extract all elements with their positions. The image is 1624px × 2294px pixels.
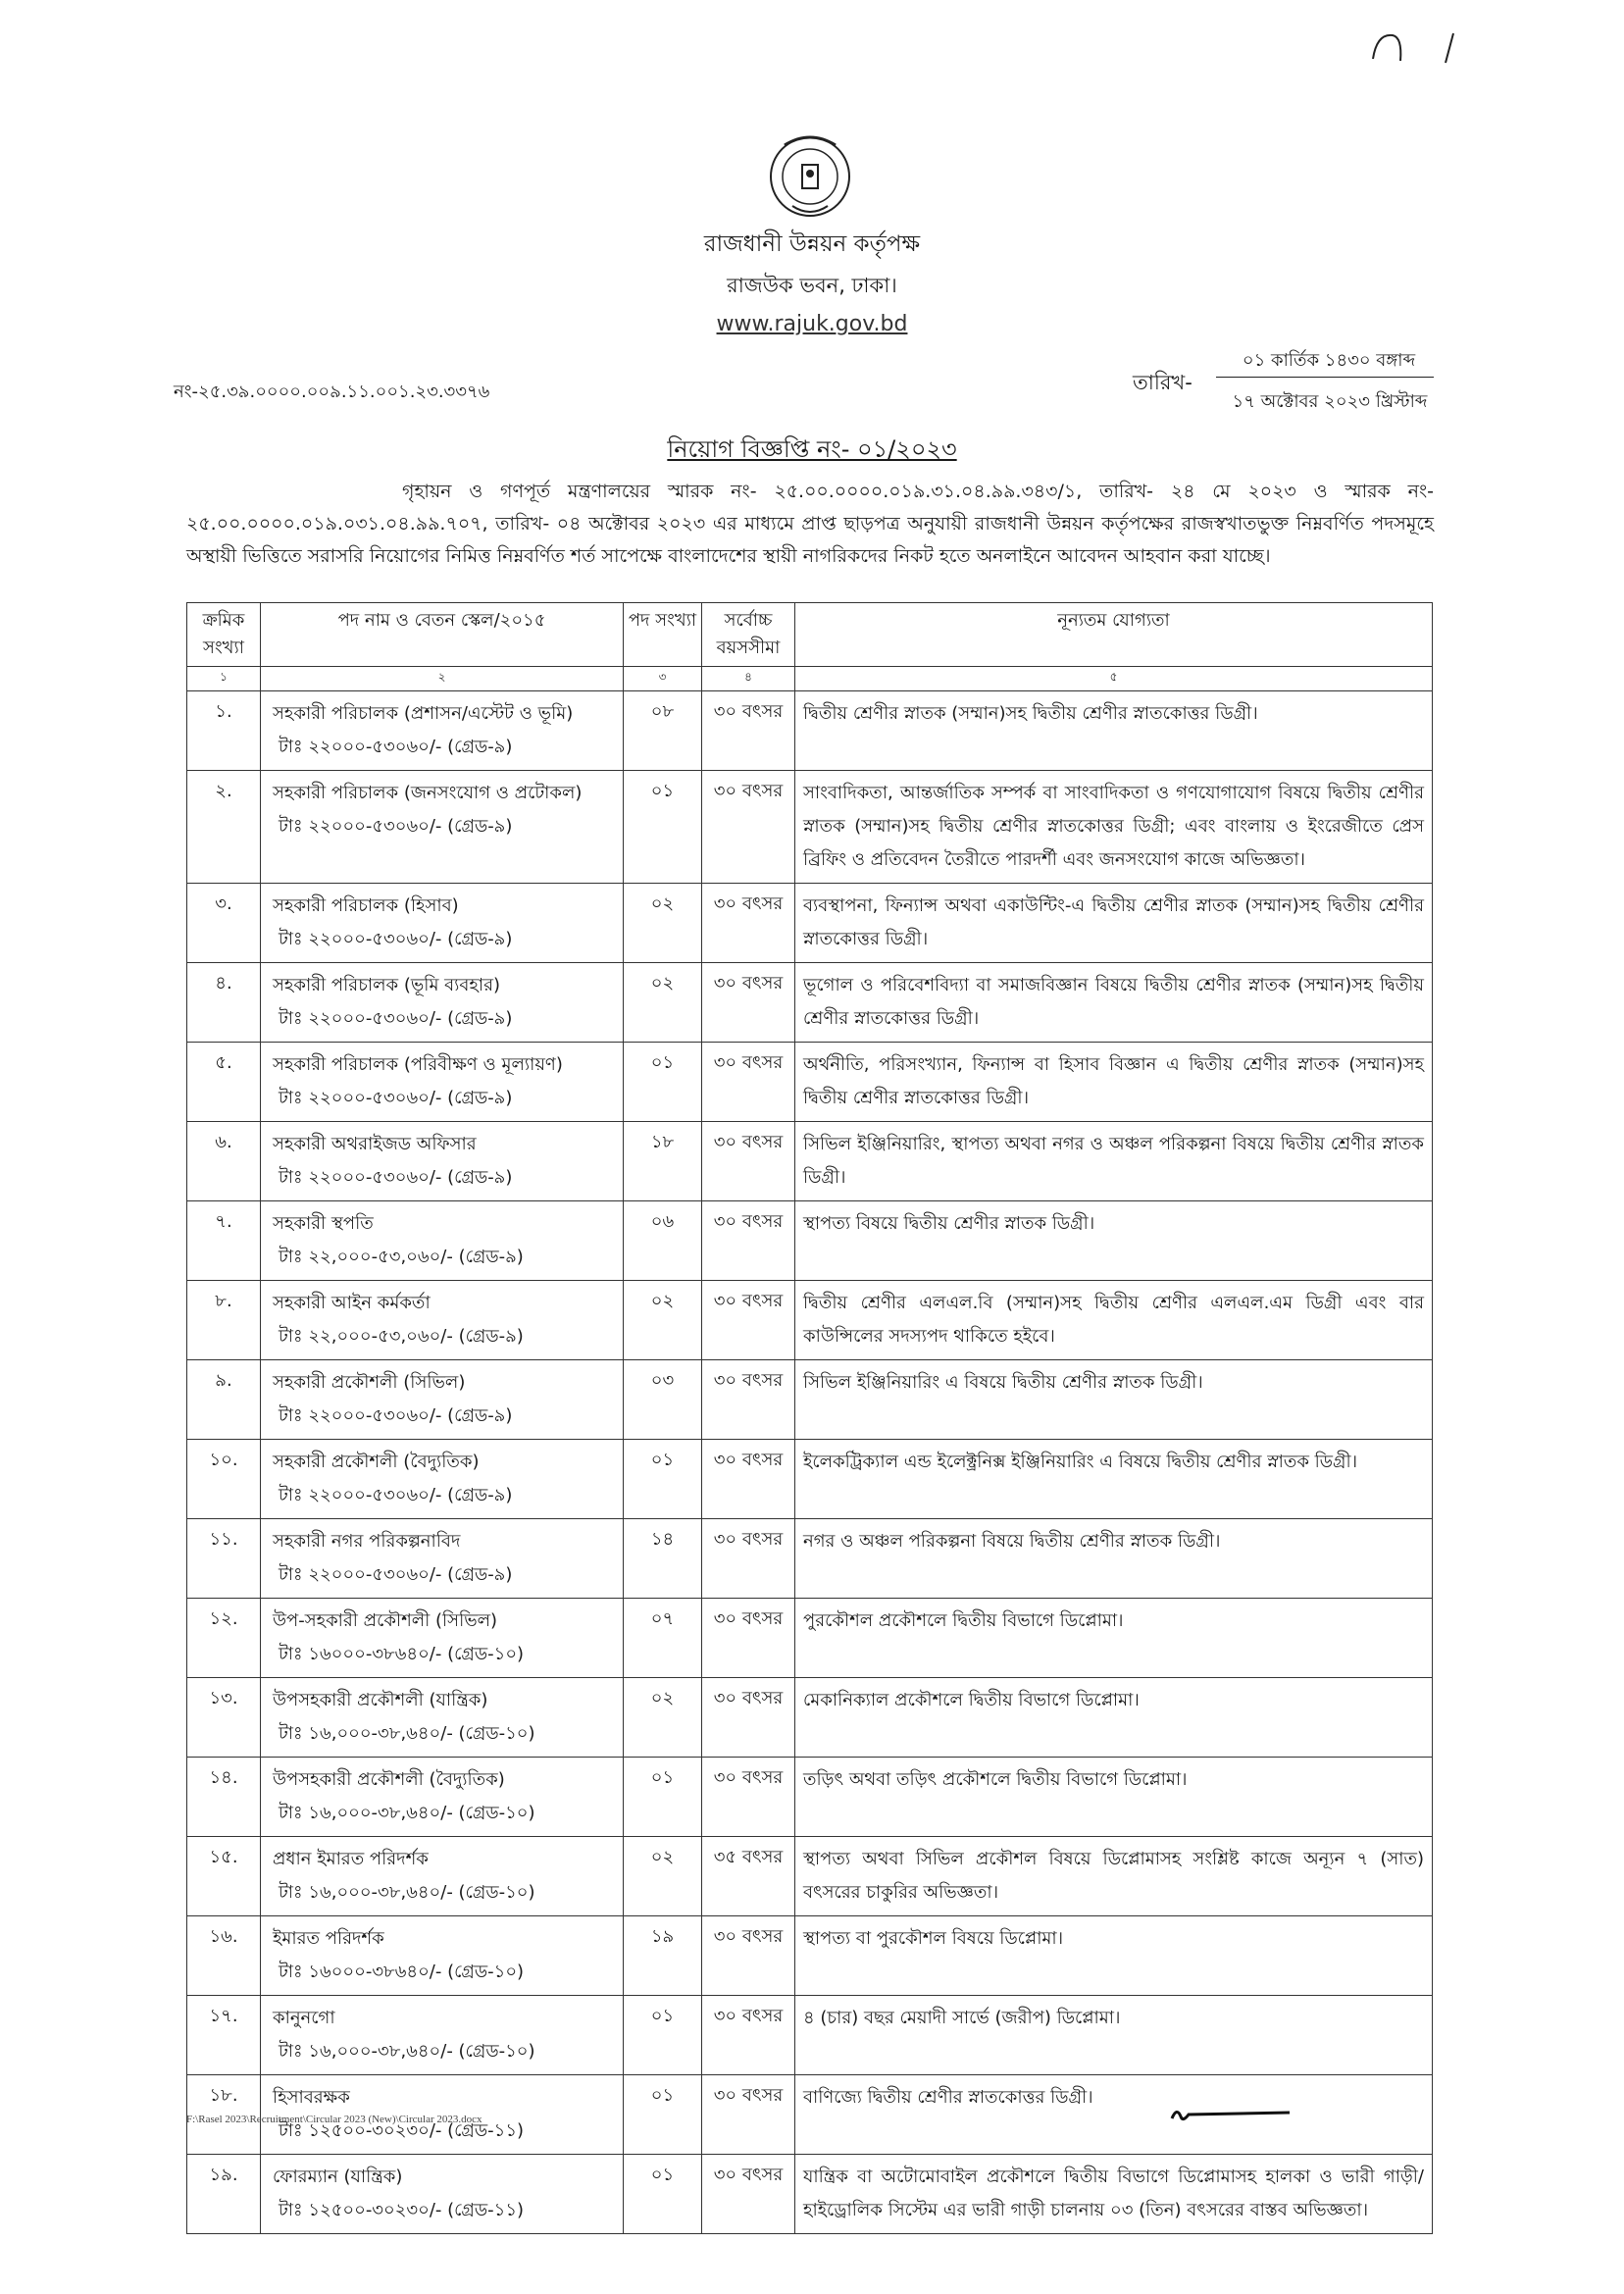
row-post-count: ০২ [624,884,702,963]
row-serial: ৩. [187,884,261,963]
row-post-name: সহকারী প্রকৌশলী (সিভিল) [273,1372,466,1393]
table-row [187,1122,1433,1201]
row-qualification: দ্বিতীয় শ্রেণীর এলএল.বি (সম্মান)সহ দ্বিতীয় শ্রেণীর এলএল.এম ডিগ্রী এবং বার কাউন্সিলের সদস্যপদ থাকিতে হইবে। [795,1281,1433,1360]
col-number: ২ [261,667,624,691]
row-qualification: পুরকৌশল প্রকৌশলে দ্বিতীয় বিভাগে ডিপ্লোমা। [795,1599,1433,1678]
row-age-limit: ৩০ বৎসর [702,1201,795,1281]
table-column-number-row [187,667,1433,691]
row-post-count: ১৯ [624,1916,702,1996]
header-count: পদ সংখ্যা [624,603,702,667]
row-post-count: ০১ [624,1996,702,2075]
row-age-limit: ৩০ বৎসর [702,1440,795,1519]
date-label: তারিখ- [1133,371,1193,394]
row-post-cell [261,1043,624,1122]
row-post-cell [261,963,624,1043]
row-post-cell [261,1599,624,1678]
table-row [187,1678,1433,1758]
row-post-count: ০২ [624,1281,702,1360]
row-post-name: ফোরম্যান (যান্ত্রিক) [273,2167,403,2187]
date-bangla: ০১ কার্তিক ১৪৩০ বঙ্গাব্দ [1242,350,1416,371]
row-age-limit: ৩০ বৎসর [702,884,795,963]
row-qualification: সিভিল ইঞ্জিনিয়ারিং এ বিষয়ে দ্বিতীয় শ্রেণীর স্নাতক ডিগ্রী। [795,1360,1433,1440]
row-serial: ৪. [187,963,261,1043]
row-post-name: সহকারী পরিচালক (প্রশাসন/এস্টেট ও ভূমি) [273,703,574,724]
row-age-limit: ৩০ বৎসর [702,1599,795,1678]
row-post-cell [261,1201,624,1281]
table-row [187,1599,1433,1678]
table-row [187,1758,1433,1837]
row-pay-scale: টাঃ ২২,০০০-৫৩,০৬০/- (গ্রেড-৯) [279,1247,524,1267]
row-pay-scale: টাঃ ২২০০০-৫৩০৬০/- (গ্রেড-৯) [279,929,513,949]
row-post-count: ০১ [624,1440,702,1519]
row-post-name: ইমারত পরিদর্শক [273,1928,384,1949]
row-post-count: ০১ [624,2075,702,2155]
organization-name: রাজধানী উন্নয়ন কর্তৃপক্ষ [703,231,921,257]
row-qualification: স্থাপত্য অথবা সিভিল প্রকৌশল বিষয়ে ডিপ্লোমাসহ সংশ্লিষ্ট কাজে অন্যূন ৭ (সাত) বৎসরের চাকুরির অভিজ্ঞতা। [795,1837,1433,1916]
row-qualification: ৪ (চার) বছর মেয়াদী সার্ভে (জরীপ) ডিপ্লোমা। [795,1996,1433,2075]
table-header-row [187,603,1433,667]
table-row [187,1043,1433,1122]
table-row [187,2155,1433,2234]
notice-title [0,432,1624,471]
row-post-count: ০২ [624,1678,702,1758]
table-row [187,1916,1433,1996]
row-post-cell [261,771,624,884]
row-pay-scale: টাঃ ১৬০০০-৩৮৬৪০/- (গ্রেড-১০) [279,1644,525,1664]
row-age-limit: ৩৫ বৎসর [702,1837,795,1916]
row-post-name: সহকারী প্রকৌশলী (বৈদ্যুতিক) [273,1452,480,1472]
row-post-name: সহকারী পরিচালক (হিসাব) [273,895,459,916]
table-row [187,1996,1433,2075]
row-qualification: স্থাপত্য বিষয়ে দ্বিতীয় শ্রেণীর স্নাতক ডিগ্রী। [795,1201,1433,1281]
row-post-cell [261,2155,624,2234]
row-qualification: ভূগোল ও পরিবেশবিদ্যা বা সমাজবিজ্ঞান বিষয়ে দ্বিতীয় শ্রেণীর স্নাতক (সম্মান)সহ দ্বিতীয় শ্রেণীর স্নাতকোত্তর ডিগ্রী। [795,963,1433,1043]
row-qualification: দ্বিতীয় শ্রেণীর স্নাতক (সম্মান)সহ দ্বিতীয় শ্রেণীর স্নাতকোত্তর ডিগ্রী। [795,691,1433,771]
row-post-count: ০১ [624,2155,702,2234]
notice-intro-paragraph: গৃহায়ন ও গণপূর্ত মন্ত্রণালয়ের স্মারক নং- ২৫.০০.০০০০.০১৯.৩১.০৪.৯৯.৩৪৩/১, তারিখ- ২৪ মে ২০২৩ ও স্মারক নং- ২৫.০০.০০০০.০১৯.০৩১.০৪.৯৯.৭০৭, তারিখ- ০৪ অক্টোবর ২০২৩ এর মাধ্যমে প্রাপ্ত ছাড়পত্র অনুযায়ী রাজধানী উন্নয়ন কর্তৃপক্ষের রাজস্বখাতভুক্ত নিম্নবর্ণিত পদসমূহে অস্থায়ী ভিত্তিতে সরাসরি নিয়োগের নিমিত্ত নিম্নবর্ণিত শর্ত সাপেক্ষে বাংলাদেশের স্থায়ী নাগরিকদের নিকট হতে অনলাইনে আবেদন আহবান করা যাচ্ছে। [186,481,1434,567]
table-row [187,771,1433,884]
header-qualification: নূন্যতম যোগ্যতা [795,603,1433,667]
row-serial: ৯. [187,1360,261,1440]
row-post-name: সহকারী পরিচালক (জনসংযোগ ও প্রটোকল) [273,783,583,803]
row-post-count: ০১ [624,1758,702,1837]
row-pay-scale: টাঃ ১২৫০০-৩০২৩০/- (গ্রেড-১১) [279,2200,525,2220]
table-row [187,1201,1433,1281]
row-age-limit: ৩০ বৎসর [702,2075,795,2155]
table-row [187,1837,1433,1916]
row-serial: ১৭. [187,1996,261,2075]
row-qualification: নগর ও অঞ্চল পরিকল্পনা বিষয়ে দ্বিতীয় শ্রেণীর স্নাতক ডিগ্রী। [795,1519,1433,1599]
row-age-limit: ৩০ বৎসর [702,1043,795,1122]
row-serial: ১৫. [187,1837,261,1916]
row-post-cell [261,1678,624,1758]
row-qualification: বাণিজ্যে দ্বিতীয় শ্রেণীর স্নাতকোত্তর ডিগ্রী। [795,2075,1433,2155]
row-post-cell [261,1916,624,1996]
row-post-name: সহকারী স্থপতি [273,1213,374,1234]
row-post-cell [261,1758,624,1837]
row-pay-scale: টাঃ ২২০০০-৫৩০৬০/- (গ্রেড-৯) [279,816,513,837]
row-serial: ১১. [187,1519,261,1599]
row-post-cell [261,1281,624,1360]
row-pay-scale: টাঃ ১৬,০০০-৩৮,৬৪০/- (গ্রেড-১০) [279,1803,535,1823]
row-pay-scale: টাঃ ২২০০০-৫৩০৬০/- (গ্রেড-৯) [279,1088,513,1108]
row-serial: ৫. [187,1043,261,1122]
row-post-count: ০৩ [624,1360,702,1440]
row-pay-scale: টাঃ ২২০০০-৫৩০৬০/- (গ্রেড-৯) [279,1008,513,1029]
row-qualification: ইলেকট্রিক্যাল এন্ড ইলেক্ট্রনিক্স ইঞ্জিনিয়ারিং এ বিষয়ে দ্বিতীয় শ্রেণীর স্নাতক ডিগ্রী। [795,1440,1433,1519]
recruitment-table [186,602,1433,2234]
row-post-count: ০৬ [624,1201,702,1281]
row-qualification: স্থাপত্য বা পুরকৌশল বিষয়ে ডিপ্লোমা। [795,1916,1433,1996]
row-pay-scale: টাঃ ২২০০০-৫৩০৬০/- (গ্রেড-৯) [279,1405,513,1426]
row-serial: ২. [187,771,261,884]
row-age-limit: ৩০ বৎসর [702,1360,795,1440]
row-post-name: প্রধান ইমারত পরিদর্শক [273,1849,429,1869]
table-row [187,963,1433,1043]
row-post-count: ০১ [624,771,702,884]
row-post-count: ০৮ [624,691,702,771]
row-post-cell [261,884,624,963]
row-pay-scale: টাঃ ২২০০০-৫৩০৬০/- (গ্রেড-৯) [279,1485,513,1505]
row-post-cell [261,691,624,771]
row-post-count: ১৪ [624,1519,702,1599]
row-pay-scale: টাঃ ২২০০০-৫৩০৬০/- (গ্রেড-৯) [279,737,513,757]
row-qualification: তড়িৎ অথবা তড়িৎ প্রকৌশলে দ্বিতীয় বিভাগে ডিপ্লোমা। [795,1758,1433,1837]
notice-title-text: নিয়োগ বিজ্ঞপ্তি নং- ০১/২০২৩ [667,435,957,463]
row-serial: ১৩. [187,1678,261,1758]
row-serial: ১. [187,691,261,771]
table-row [187,1281,1433,1360]
row-age-limit: ৩০ বৎসর [702,963,795,1043]
row-post-count: ০৭ [624,1599,702,1678]
rajuk-logo-icon [763,127,857,222]
table-row [187,1360,1433,1440]
row-post-cell [261,1360,624,1440]
row-age-limit: ৩০ বৎসর [702,1122,795,1201]
table-body [187,691,1433,2234]
organization-website-link[interactable]: www.rajuk.gov.bd [716,312,908,336]
row-qualification: সাংবাদিকতা, আন্তর্জাতিক সম্পর্ক বা সাংবাদিকতা ও গণযোগাযোগ বিষয়ে দ্বিতীয় শ্রেণীর স্নাতক (সম্মান)সহ দ্বিতীয় শ্রেণীর স্নাতকোত্তর ডিগ্রী; এবং বাংলায় ও ইংরেজীতে প্রেস ব্রিফিং ও প্রতিবেদন তৈরীতে পারদর্শী এবং জনসংযোগ কাজে অভিজ্ঞতা। [795,771,1433,884]
row-post-count: ০২ [624,963,702,1043]
row-serial: ৬. [187,1122,261,1201]
row-pay-scale: টাঃ ১৬০০০-৩৮৬৪০/- (গ্রেড-১০) [279,1962,525,1982]
row-pay-scale: টাঃ ২২,০০০-৫৩,০৬০/- (গ্রেড-৯) [279,1326,524,1347]
row-serial: ১৮. [187,2075,261,2155]
col-number: ৫ [795,667,1433,691]
header-age: সর্বোচ্চ বয়সসীমা [702,603,795,667]
row-post-name: কানুনগো [273,2008,335,2028]
row-pay-scale: টাঃ ২২০০০-৫৩০৬০/- (গ্রেড-৯) [279,1167,513,1188]
row-pay-scale: টাঃ ১৬,০০০-৩৮,৬৪০/- (গ্রেড-১০) [279,1723,535,1744]
row-age-limit: ৩০ বৎসর [702,2155,795,2234]
row-post-name: উপ-সহকারী প্রকৌশলী (সিভিল) [273,1610,498,1631]
row-qualification: যান্ত্রিক বা অটোমোবাইল প্রকৌশলে দ্বিতীয় বিভাগে ডিপ্লোমাসহ হালকা ও ভারী গাড়ী/ হাইড্রোলিক সিস্টেম এর ভারী গাড়ী চালনায় ০৩ (তিন) বৎসরের বাস্তব অভিজ্ঞতা। [795,2155,1433,2234]
row-age-limit: ৩০ বৎসর [702,1519,795,1599]
row-post-cell [261,1837,624,1916]
footer-file-path: F:\Rasel 2023\Recruitment\Circular 2023 (New)\Circular 2023.docx [186,2114,482,2125]
col-number: ৪ [702,667,795,691]
row-age-limit: ৩০ বৎসর [702,691,795,771]
row-age-limit: ৩০ বৎসর [702,1996,795,2075]
col-number: ৩ [624,667,702,691]
row-qualification: ব্যবস্থাপনা, ফিন্যান্স অথবা একাউন্টিং-এ দ্বিতীয় শ্রেণীর স্নাতক (সম্মান)সহ দ্বিতীয় শ্রেণীর স্নাতকোত্তর ডিগ্রী। [795,884,1433,963]
row-post-name: সহকারী অথরাইজড অফিসার [273,1134,477,1154]
col-number: ১ [187,667,261,691]
row-post-cell [261,1519,624,1599]
page-mark-icon [1363,27,1481,67]
header-post: পদ নাম ও বেতন স্কেল/২০১৫ [261,603,624,667]
memo-number: নং-২৫.৩৯.০০০০.০০৯.১১.০০১.২৩.৩৩৭৬ [174,382,490,402]
organization-address: রাজউক ভবন, ঢাকা। [727,274,897,297]
row-serial: ১৪. [187,1758,261,1837]
table-row [187,691,1433,771]
row-serial: ১২. [187,1599,261,1678]
row-serial: ১৯. [187,2155,261,2234]
table-row [187,1519,1433,1599]
row-pay-scale: টাঃ ২২০০০-৫৩০৬০/- (গ্রেড-৯) [279,1564,513,1585]
row-post-count: ১৮ [624,1122,702,1201]
row-post-name: উপসহকারী প্রকৌশলী (বৈদ্যুতিক) [273,1769,505,1790]
row-age-limit: ৩০ বৎসর [702,1281,795,1360]
date-english: ১৭ অক্টোবর ২০২৩ খ্রিস্টাব্দ [1232,391,1428,412]
row-age-limit: ৩০ বৎসর [702,1758,795,1837]
signature-icon [1167,2099,1294,2128]
row-post-name: সহকারী পরিচালক (ভূমি ব্যবহার) [273,975,501,995]
row-age-limit: ৩০ বৎসর [702,1916,795,1996]
row-qualification: সিভিল ইঞ্জিনিয়ারিং, স্থাপত্য অথবা নগর ও অঞ্চল পরিকল্পনা বিষয়ে দ্বিতীয় শ্রেণীর স্নাতক ডিগ্রী। [795,1122,1433,1201]
row-post-count: ০১ [624,1043,702,1122]
row-post-name: সহকারী আইন কর্মকর্তা [273,1293,431,1313]
row-post-cell [261,1122,624,1201]
row-pay-scale: টাঃ ১৬,০০০-৩৮,৬৪০/- (গ্রেড-১০) [279,2041,535,2062]
row-serial: ৮. [187,1281,261,1360]
row-serial: ১৬. [187,1916,261,1996]
row-qualification: অর্থনীতি, পরিসংখ্যান, ফিন্যান্স বা হিসাব বিজ্ঞান এ দ্বিতীয় শ্রেণীর স্নাতক (সম্মান)সহ দ্বিতীয় শ্রেণীর স্নাতকোত্তর ডিগ্রী। [795,1043,1433,1122]
row-serial: ৭. [187,1201,261,1281]
row-age-limit: ৩০ বৎসর [702,771,795,884]
row-pay-scale: টাঃ ১২৫০০-৩০২৩০/- (গ্রেড-১১) [279,2120,525,2141]
row-age-limit: ৩০ বৎসর [702,1678,795,1758]
table-row [187,1440,1433,1519]
row-qualification: মেকানিক্যাল প্রকৌশলে দ্বিতীয় বিভাগে ডিপ্লোমা। [795,1678,1433,1758]
row-post-name: সহকারী পরিচালক (পরিবীক্ষণ ও মূল্যায়ণ) [273,1054,563,1075]
row-post-name: হিসাবরক্ষক [273,2087,350,2108]
row-post-count: ০২ [624,1837,702,1916]
date-divider [1216,377,1434,378]
table-row [187,884,1433,963]
row-serial: ১০. [187,1440,261,1519]
header-serial: ক্রমিক সংখ্যা [187,603,261,667]
row-post-name: সহকারী নগর পরিকল্পনাবিদ [273,1531,461,1552]
row-post-cell [261,1996,624,2075]
row-pay-scale: টাঃ ১৬,০০০-৩৮,৬৪০/- (গ্রেড-১০) [279,1882,535,1903]
row-post-cell [261,1440,624,1519]
row-post-name: উপসহকারী প্রকৌশলী (যান্ত্রিক) [273,1690,488,1710]
